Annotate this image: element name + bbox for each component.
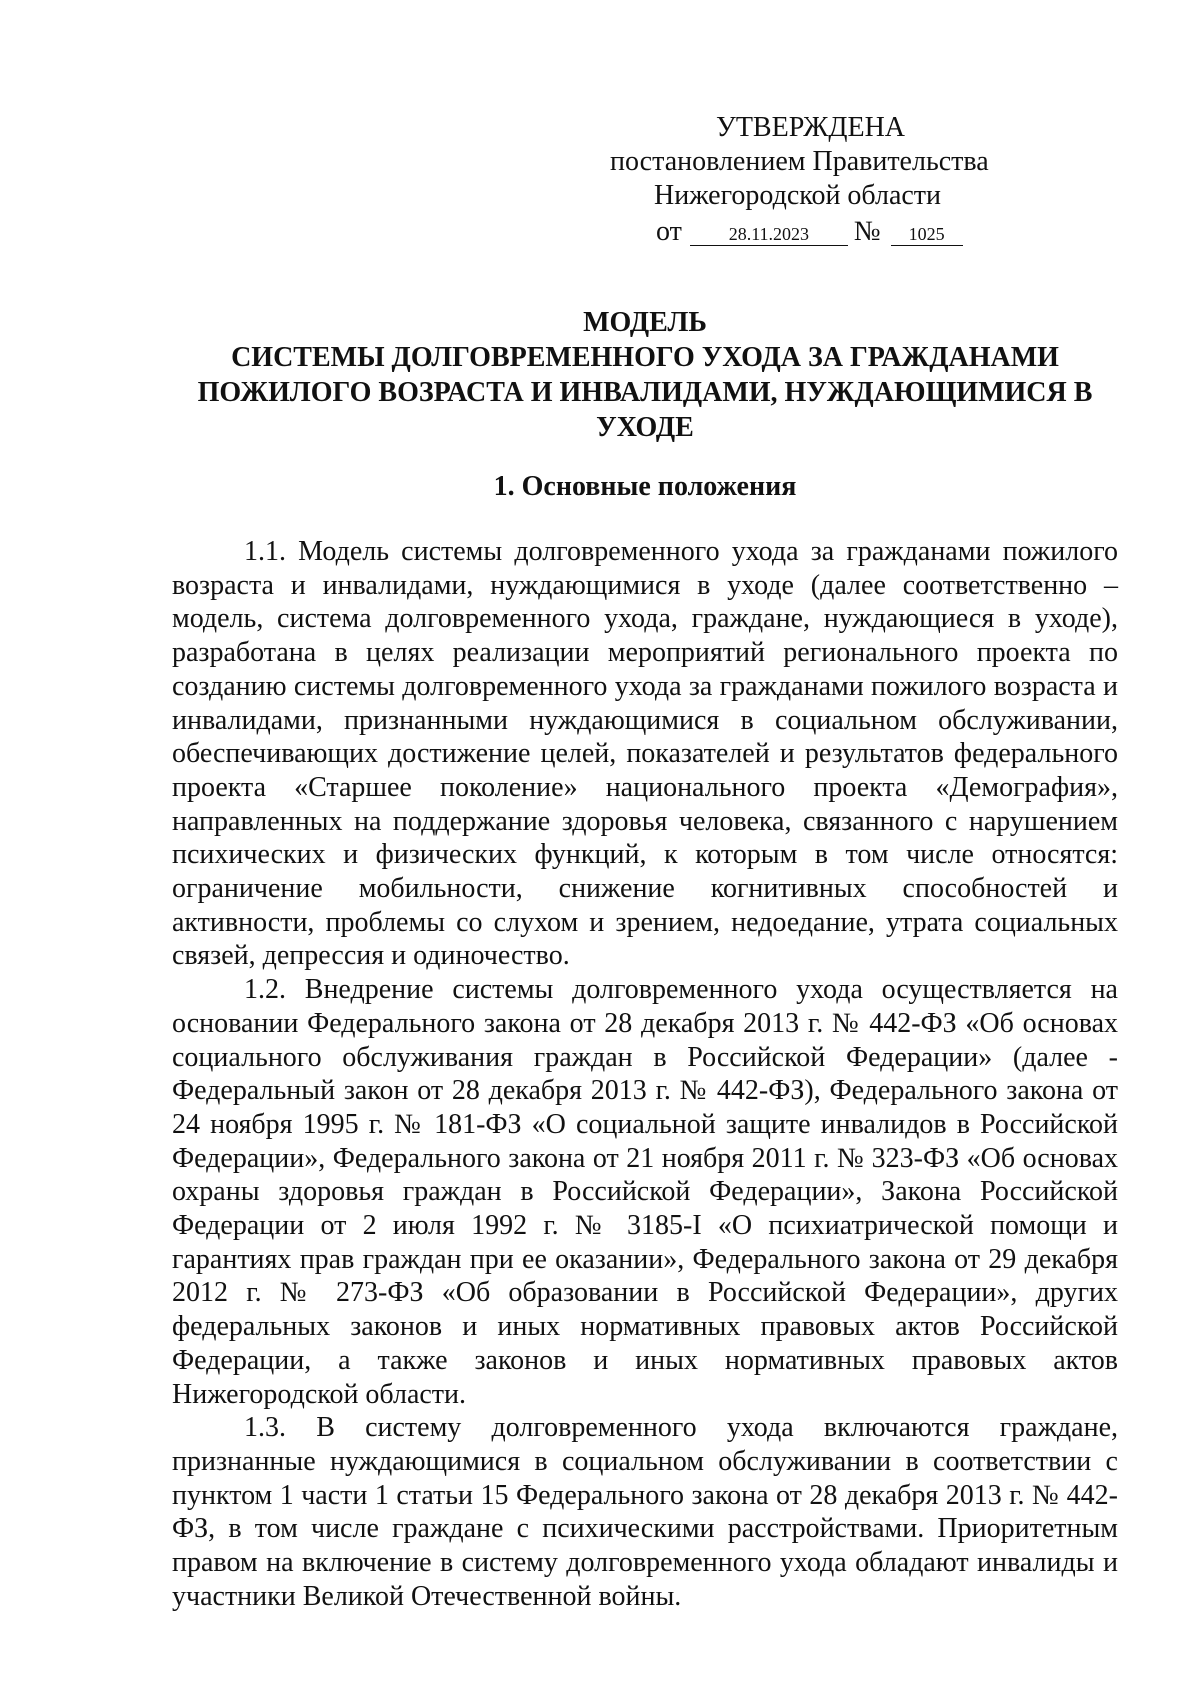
from-label: от (656, 216, 682, 247)
approval-date-number-line (610, 215, 1010, 249)
paragraph-1-3: 1.3. В систему долговременного ухода включаются граждане, признанные нуждающимися в социальном обслуживании в соответствии с пунктом 1 части 1 статьи 15 Федерального закона от 28 декабря 2013 г. № 442-ФЗ, в том числе граждане с психическими расстройствами. Приоритетным правом на включение в систему долговременного ухода обладают инвалиды и участники Великой Отечественной войны. (172, 1412, 1118, 1612)
approval-number: 1025 (891, 223, 963, 246)
section-heading: 1. Основные положения (493, 471, 797, 502)
title-line-2: СИСТЕМЫ ДОЛГОВРЕМЕННОГО УХОДА ЗА ГРАЖДАНАМИ (231, 342, 1059, 373)
document-body (172, 535, 1118, 1614)
title-line-1: МОДЕЛЬ (583, 307, 707, 338)
number-label: № (853, 216, 881, 247)
approval-stamp-block (610, 111, 1010, 249)
paragraph-1-2: 1.2. Внедрение системы долговременного ухода осуществляется на основании Федерального закона от 28 декабря 2013 г. № 442-ФЗ «Об основах социального обслуживания граждан в Российской Федерации» (далее - Федеральный закон от 28 декабря 2013 г. № 442-ФЗ), Федерального закона от 24 ноября 1995 г. № 181-ФЗ «О социальной защите инвалидов в Российской Федерации», Федерального закона от 21 ноября 2011 г. № 323-ФЗ «Об основах охраны здоровья граждан в Российской Федерации», Закона Российской Федерации от 2 июля 1992 г. № 3185-I «О психиатрической помощи и гарантиях прав граждан при ее оказании», Федерального закона от 29 декабря 2012 г. № 273-ФЗ «Об образовании в Российской Федерации», других федеральных законов и иных нормативных правовых актов Российской Федерации, а также законов и иных нормативных правовых актов Нижегородской области. (172, 974, 1118, 1410)
title-line-4: УХОДЕ (596, 412, 694, 443)
approval-authority: постановлением Правительства (610, 146, 989, 177)
document-title (170, 305, 1120, 445)
approval-region: Нижегородской области (654, 180, 942, 211)
approval-date: 28.11.2023 (690, 223, 848, 246)
approval-heading: УТВЕРЖДЕНА (716, 112, 906, 143)
paragraph-1-1: 1.1. Модель системы долговременного ухода за гражданами пожилого возраста и инвалидами, нуждающимися в уходе (далее соответственно – модель, система долговременного ухода, граждане, нуждающиеся в уходе), разработана в целях реализации мероприятий регионального проекта по созданию системы долговременного ухода за гражданами пожилого возраста и инвалидами, признанными нуждающимися в социальном обслуживании, обеспечивающих достижение целей, показателей и результатов федерального проекта «Старшее поколение» национального проекта «Демография», направленных на поддержание здоровья человека, связанного с нарушением психических и физических функций, к которым в том числе относятся: ограничение мобильности, снижение когнитивных способностей и активности, проблемы со слухом и зрением, недоедание, утрата социальных связей, депрессия и одиночество. (172, 536, 1118, 972)
title-line-3: ПОЖИЛОГО ВОЗРАСТА И ИНВАЛИДАМИ, НУЖДАЮЩИМИСЯ В (197, 377, 1093, 408)
